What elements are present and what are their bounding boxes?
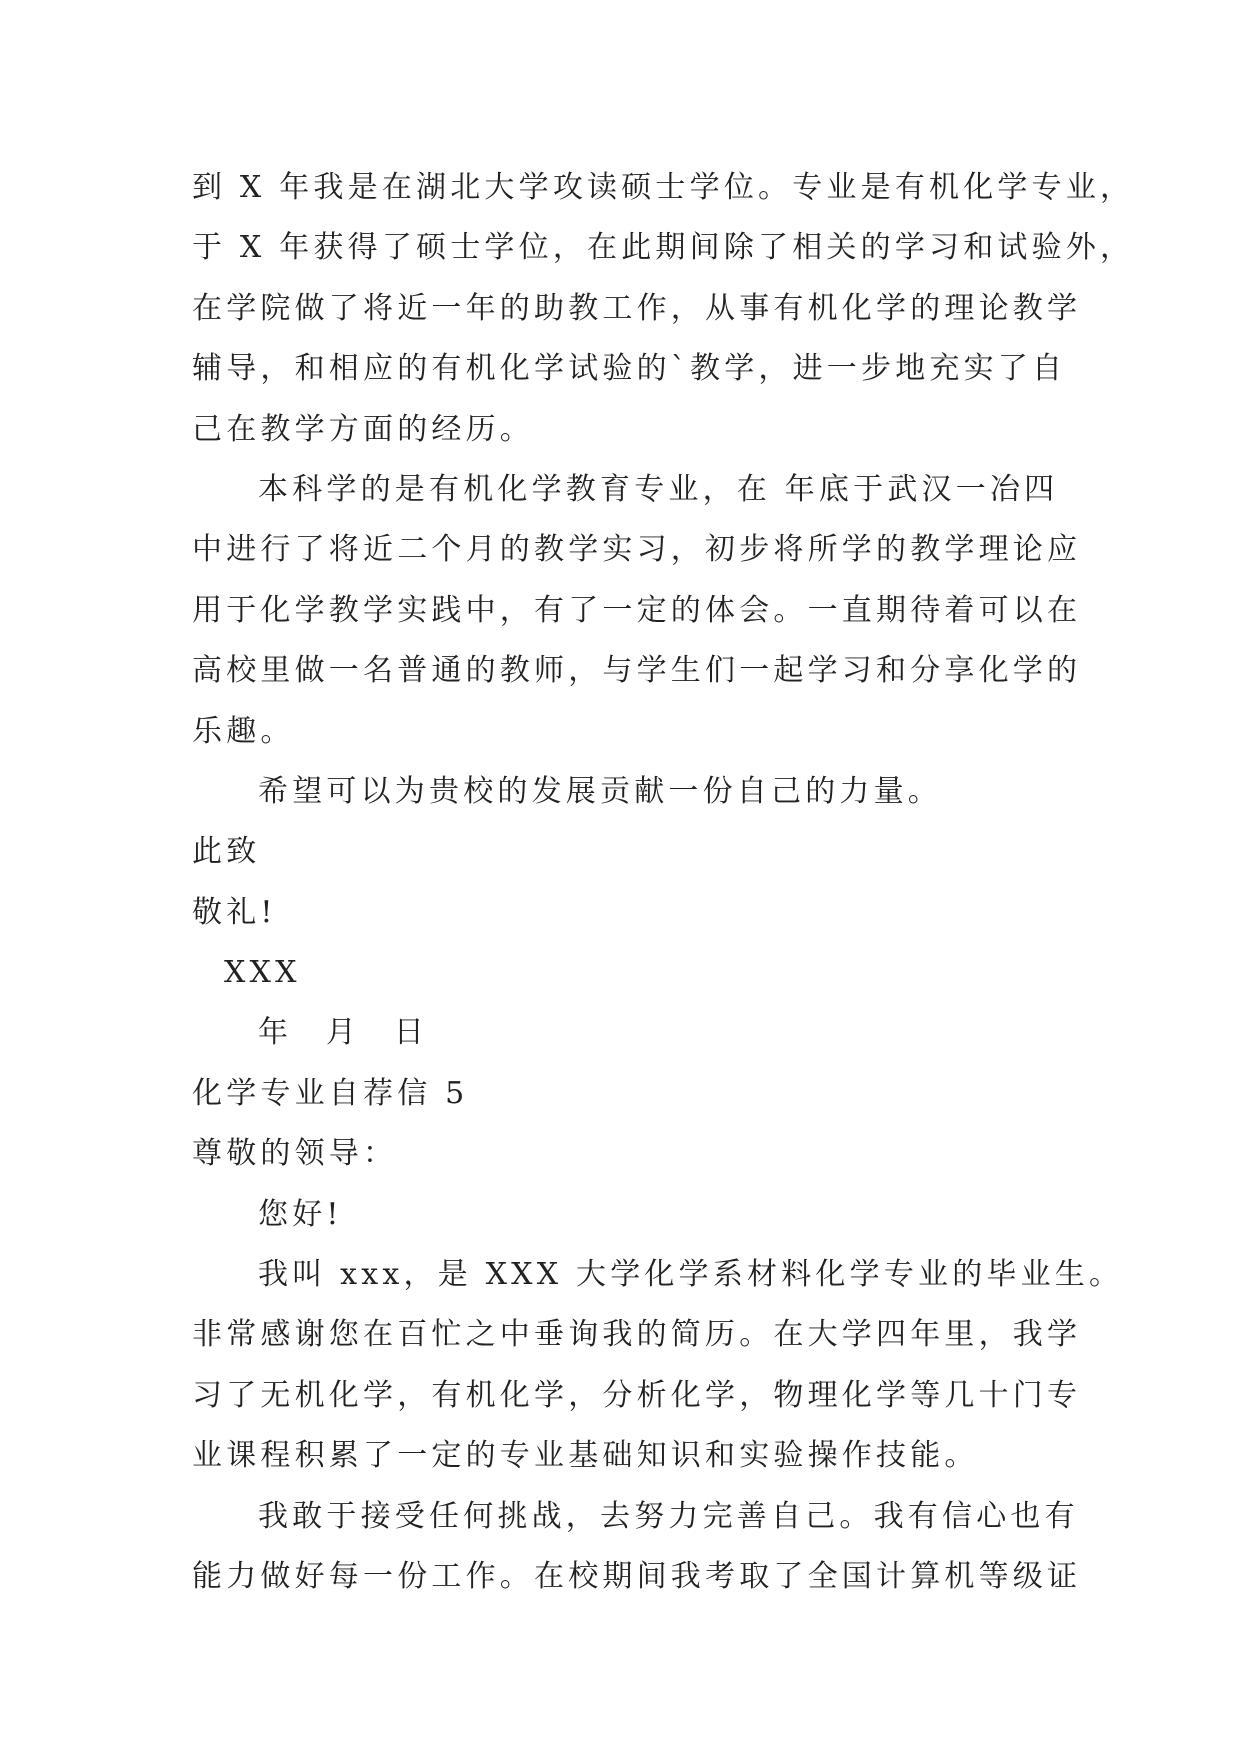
text-line: 于 X 年获得了硕士学位，在此期间除了相关的学习和试验外， xyxy=(192,230,1135,266)
text-line: 能力做好每一份工作。在校期间我考取了全国计算机等级证 xyxy=(192,1558,1082,1594)
signature-date: 年 月 日 xyxy=(258,1015,429,1051)
text-line: 辅导，和相应的有机化学试验的`教学，进一步地充实了自 xyxy=(192,351,1067,387)
text-line: 乐趣。 xyxy=(192,713,295,749)
text-line: 高校里做一名普通的教师，与学生们一起学习和分享化学的 xyxy=(192,653,1082,689)
signature-name: XXX xyxy=(224,955,301,991)
text-line: 到 X 年我是在湖北大学攻读硕士学位。专业是有机化学专业， xyxy=(192,170,1135,205)
closing-line: 此致 xyxy=(192,834,261,870)
text-line: 业课程积累了一定的专业基础知识和实验操作技能。 xyxy=(192,1438,979,1474)
document-body xyxy=(192,158,1135,1607)
greeting-line: 尊敬的领导： xyxy=(192,1136,398,1172)
text-line: 非常感谢您在百忙之中垂询我的简历。在大学四年里，我学 xyxy=(192,1317,1082,1353)
text-line: 在学院做了将近一年的助教工作，从事有机化学的理论教学 xyxy=(192,290,1082,326)
paragraph-start-line: 我敢于接受任何挑战，去努力完善自己。我有信心也有 xyxy=(258,1498,1079,1534)
paragraph-start-line: 希望可以为贵校的发展贡献一份自己的力量。 xyxy=(258,773,942,809)
paragraph-start-line: 我叫 xxx，是 XXX 大学化学系材料化学专业的毕业生。 xyxy=(258,1257,1124,1293)
salutation-line: 敬礼! xyxy=(192,894,277,930)
text-line: 中进行了将近二个月的教学实习，初步将所学的教学理论应 xyxy=(192,532,1082,568)
greeting-hello: 您好! xyxy=(258,1196,343,1232)
text-line: 己在教学方面的经历。 xyxy=(192,411,534,447)
text-line: 用于化学教学实践中，有了一定的体会。一直期待着可以在 xyxy=(192,592,1082,628)
text-line: 习了无机化学，有机化学，分析化学，物理化学等几十门专 xyxy=(192,1377,1082,1413)
paragraph-start-line: 本科学的是有机化学教育专业，在 年底于武汉一冶四 xyxy=(258,471,1059,507)
section-title: 化学专业自荐信 5 xyxy=(192,1075,469,1111)
